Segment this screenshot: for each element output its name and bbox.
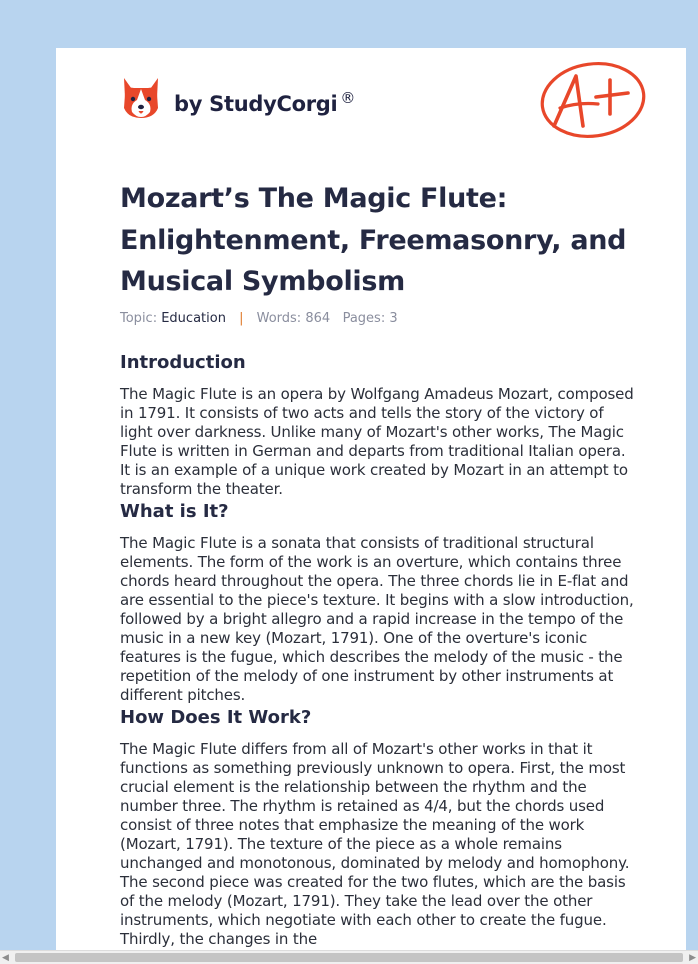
article-title: Mozart’s The Magic Flute: Enlightenment, Freemasonry, and Musical Symbolism — [120, 183, 627, 297]
section-body-what-is-it: The Magic Flute is a sonata that consists of traditional structural elements. The form of the work is an overture, which contains three chords heard throughout the opera. The three chords lie in E-flat and are essential to the piece's texture. It begins with a slow introduction, followed by a bright allegro and a rapid increase in the tempo of the music in a new key (Mozart, 1791). One of the overture's iconic features is the fugue, which describes the melody of the music - the repetition of the melody of one instrument by other instruments at different pitches. — [120, 534, 634, 704]
scroll-right-icon[interactable]: ▶ — [689, 953, 696, 963]
registered-mark: ® — [340, 88, 356, 107]
pages-count: 3 — [389, 311, 398, 326]
corgi-logo-icon — [120, 76, 162, 120]
section-heading-introduction: Introduction — [120, 352, 246, 373]
section-body-how-does-it-work: The Magic Flute differs from all of Mozart's other works in that it functions as something previously unknown to opera. First, the most crucial element is the relationship between the rhythm and the number three. The rhythm is retained as 4/4, but the chords used consist of three notes that emphasize the meaning of the work (Mozart, 1791). The texture of the piece as a whole remains unchanged and monotonous, dominated by melody and homophony. The second piece was created for the two flutes, which are the basis of the melody (Mozart, 1791). They take the lead over the other instruments, which negotiate with each other to create the fugue. Thirdly, the changes in the — [120, 740, 630, 948]
brand-name-text: by StudyCorgi — [174, 91, 338, 116]
words-count: 864 — [305, 311, 331, 326]
brand-name — [174, 89, 355, 116]
article-body — [120, 351, 634, 949]
topic-link[interactable]: Education — [161, 311, 226, 326]
section-heading-what-is-it: What is It? — [120, 501, 229, 522]
horizontal-scrollbar[interactable] — [0, 950, 698, 964]
section-body-introduction: The Magic Flute is an opera by Wolfgang Amadeus Mozart, composed in 1791. It consists of two acts and tells the story of the victory of light over darkness. Unlike many of Mozart's other works, The Magic Flute is written in German and departs from traditional Italian opera. It is an example of a unique work created by Mozart in an attempt to transform the theater. — [120, 385, 634, 498]
a-plus-grade-icon — [538, 58, 650, 142]
meta-separator: | — [239, 311, 244, 326]
section-heading-how-does-it-work: How Does It Work? — [120, 707, 312, 728]
pages-label: Pages: — [342, 311, 386, 326]
article-meta — [120, 311, 398, 326]
words-label: Words: — [256, 311, 302, 326]
document-page — [56, 48, 686, 950]
scroll-left-icon[interactable]: ◀ — [2, 953, 9, 963]
brand-header[interactable] — [120, 76, 355, 120]
topic-label: Topic: — [120, 311, 158, 326]
scrollbar-thumb[interactable] — [15, 953, 683, 962]
